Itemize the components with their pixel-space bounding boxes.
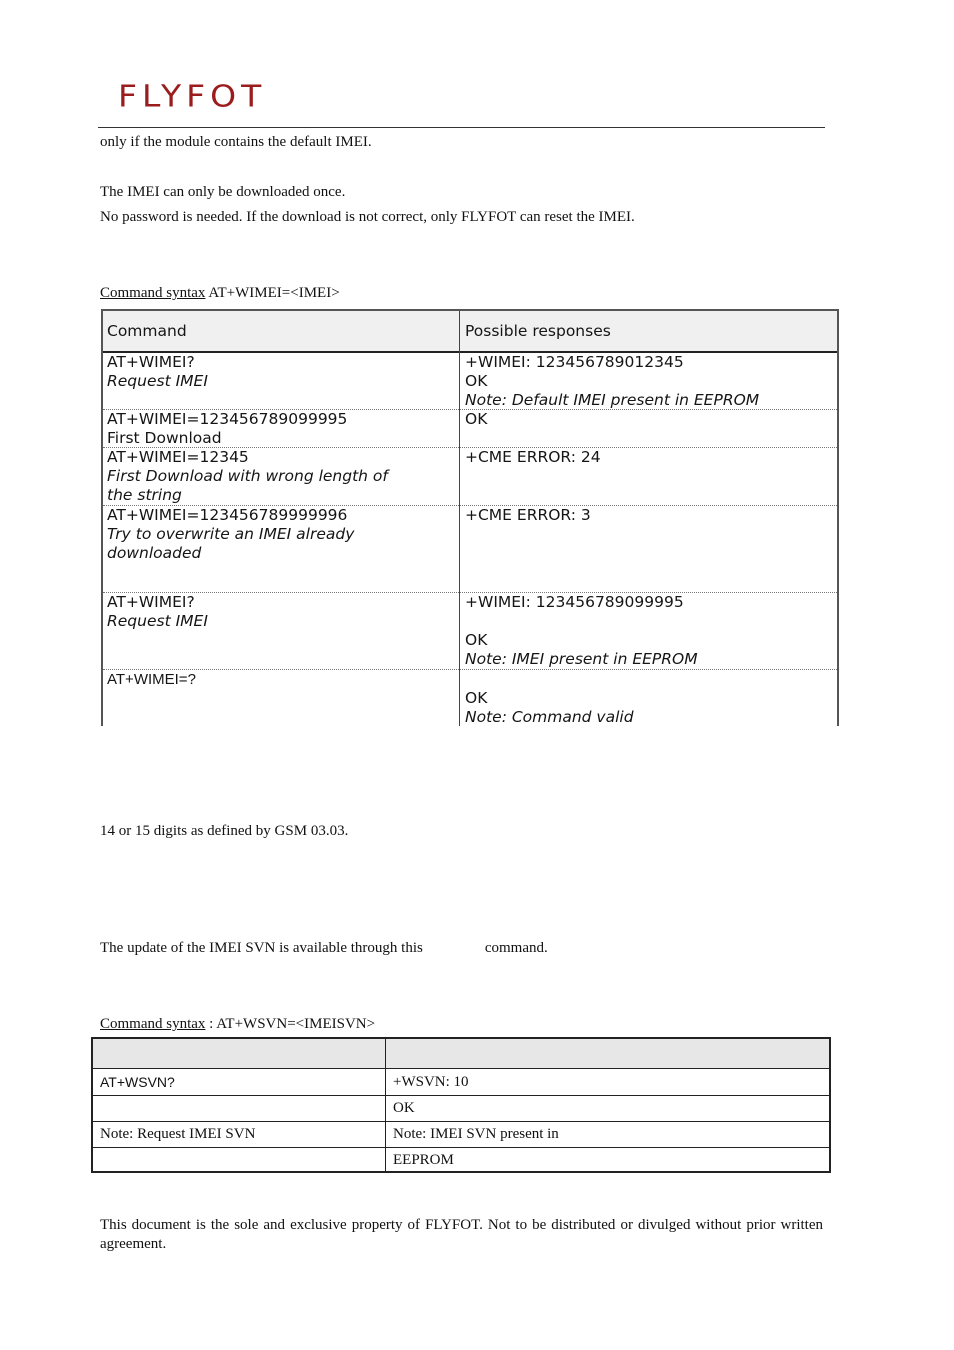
table-cell-response: +CME ERROR: 3 bbox=[465, 506, 591, 524]
table-cell-command-note: downloaded bbox=[107, 544, 202, 562]
table-cell-response: OK bbox=[465, 631, 488, 649]
table-cell-response: +CME ERROR: 24 bbox=[465, 448, 601, 466]
column-divider bbox=[385, 1039, 386, 1171]
row-divider bbox=[93, 1095, 829, 1096]
table-cell-command-note: First Download bbox=[107, 429, 222, 447]
table-cell-response-note: Note: Command valid bbox=[465, 708, 634, 726]
row-divider bbox=[103, 669, 837, 670]
svn-text-part: The update of the IMEI SVN is available through this bbox=[100, 940, 423, 956]
table-cell-response-note: Note: IMEI SVN present in bbox=[393, 1126, 559, 1142]
svn-text-part: command. bbox=[484, 940, 548, 956]
table-cell-response: OK bbox=[465, 372, 488, 390]
table-cell-command-note: the string bbox=[107, 486, 182, 504]
command-syntax-label: Command syntax bbox=[100, 1016, 206, 1032]
body-text-line: The IMEI can only be downloaded once. bbox=[100, 184, 346, 200]
table-cell-response-note: Note: Default IMEI present in EEPROM bbox=[465, 391, 760, 409]
wsvn-command-table bbox=[91, 1037, 831, 1173]
table-cell-command-note: Try to overwrite an IMEI already bbox=[107, 525, 355, 543]
header-divider bbox=[98, 127, 825, 128]
table-cell-response: OK bbox=[465, 689, 488, 707]
company-logo: FLYFOT bbox=[118, 78, 267, 114]
column-header-responses: Possible responses bbox=[465, 322, 611, 340]
table-cell-response: OK bbox=[393, 1100, 415, 1116]
table-cell-response: OK bbox=[465, 410, 488, 428]
command-syntax-wsvn bbox=[100, 1015, 375, 1033]
command-syntax-label: Command syntax bbox=[100, 285, 206, 301]
body-text-line bbox=[100, 939, 548, 957]
body-text-line: 14 or 15 digits as defined by GSM 03.03. bbox=[100, 823, 349, 839]
table-cell-command: AT+WIMEI=123456789999996 bbox=[107, 506, 348, 524]
table-cell-response-note: Note: IMEI present in EEPROM bbox=[465, 650, 698, 668]
table-cell-command: AT+WIMEI? bbox=[107, 593, 195, 611]
table-cell-command-note: Request IMEI bbox=[107, 612, 208, 630]
row-divider bbox=[93, 1121, 829, 1122]
table-cell-command: AT+WIMEI=? bbox=[107, 671, 196, 688]
table-cell-command-note: Request IMEI bbox=[107, 372, 208, 390]
column-header-command: Command bbox=[107, 322, 187, 340]
table-cell-response: EEPROM bbox=[393, 1152, 454, 1168]
row-divider bbox=[93, 1147, 829, 1148]
table-cell-response: +WIMEI: 123456789099995 bbox=[465, 593, 684, 611]
command-syntax-value: : AT+WSVN=<IMEISVN> bbox=[205, 1016, 376, 1032]
wimei-command-table bbox=[101, 309, 839, 726]
table-cell-response: +WIMEI: 123456789012345 bbox=[465, 353, 684, 371]
table-cell-command: AT+WIMEI=12345 bbox=[107, 448, 249, 466]
command-syntax-value: AT+WIMEI=<IMEI> bbox=[205, 285, 340, 301]
table-header bbox=[93, 1039, 829, 1069]
table-cell-command: AT+WIMEI? bbox=[107, 353, 195, 371]
table-cell-command-note: First Download with wrong length of bbox=[107, 467, 388, 485]
body-text-line: only if the module contains the default IMEI. bbox=[100, 134, 372, 150]
table-cell-command: AT+WSVN? bbox=[100, 1074, 175, 1090]
table-cell-response: +WSVN: 10 bbox=[393, 1074, 469, 1090]
command-syntax-wimei bbox=[100, 284, 340, 302]
body-text-line: No password is needed. If the download is not correct, only FLYFOT can reset the IMEI. bbox=[100, 209, 635, 225]
footer-disclaimer: This document is the sole and exclusive property of FLYFOT. Not to be distributed or divulged without prior written agreement. bbox=[100, 1217, 823, 1252]
table-cell-command: AT+WIMEI=123456789099995 bbox=[107, 410, 348, 428]
column-divider bbox=[459, 311, 460, 726]
table-cell-command-note: Note: Request IMEI SVN bbox=[100, 1126, 256, 1142]
